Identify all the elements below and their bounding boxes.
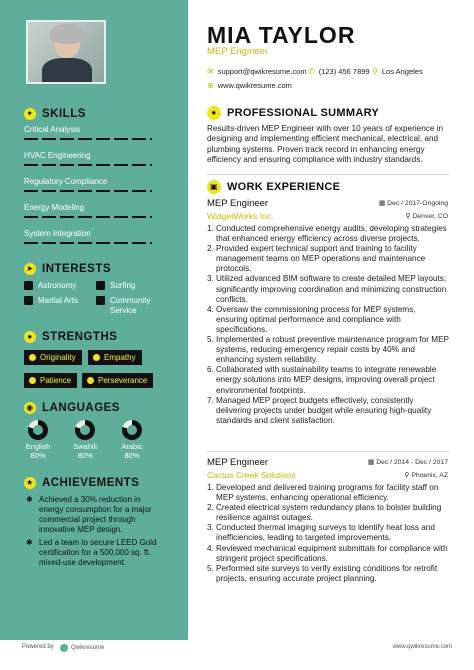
lightbulb-icon: ✱ [26, 538, 33, 547]
book-icon [24, 281, 33, 290]
job-bullets [207, 483, 449, 584]
briefcase-icon: ▣ [207, 180, 221, 194]
paper-plane-icon: ➤ [24, 263, 36, 275]
language-level-ring [75, 420, 95, 440]
list-item: 2. Provided expert technical support and training to facility management teams on MEP operations and maintenance protocols. [207, 244, 426, 274]
location-icon: ⚲ [404, 472, 412, 479]
star-icon: ★ [24, 477, 36, 489]
summary-heading: ● PROFESSIONAL SUMMARY [207, 106, 379, 120]
dot-icon [93, 354, 100, 361]
brand-logo-icon [60, 644, 68, 652]
contact-email[interactable]: ✉ support@qwikresume.com [207, 67, 307, 76]
strength-tag: Empathy [88, 350, 142, 365]
list-item: 2. Created electrical system redundancy plans to bolster building resilience against outages. [207, 503, 442, 523]
calendar-icon: ▦ [378, 200, 388, 207]
language-item: Swahili 80% [65, 420, 105, 460]
dot-icon [29, 354, 36, 361]
list-item: 1. Conducted comprehensive energy audits, developing strategies that enhanced energy efficiency across diverse projects. [207, 224, 447, 244]
job-title: MEP Engineer [207, 457, 269, 468]
achievements-heading: ★ ACHIEVEMENTS [24, 477, 139, 489]
job-location: ⚲ Denver, CO [405, 213, 448, 220]
strength-tag: Patience [24, 373, 77, 388]
person-icon: ● [24, 331, 36, 343]
skill-item: Regulatory Compliance [24, 177, 152, 192]
globe-icon: ◉ [24, 402, 36, 414]
job-bullets [207, 224, 449, 426]
powered-by-label: Powered by [22, 644, 54, 650]
skill-item: Critical Analysis [24, 125, 152, 140]
divider [207, 174, 449, 175]
dot-icon [87, 377, 94, 384]
profile-photo [26, 20, 106, 84]
list-item: 3. Utilized advanced BIM software to create detailed MEP layouts, significantly improving coordination and minimizing construction conflicts. [207, 274, 447, 304]
interest-item: Martial Arts [24, 296, 78, 306]
interest-item: Community Service [96, 296, 166, 316]
skill-item: System Integration [24, 229, 152, 244]
book-icon [96, 281, 105, 290]
list-item: 6. Collaborated with sustainability teams to integrate renewable energy solutions into MEP designs, improving overall project environmental footprints. [207, 365, 437, 395]
job-location: ⚲ Phoenix, AZ [404, 472, 448, 479]
candidate-name: MIA TAYLOR [207, 22, 356, 48]
list-item: 5. Performed site surveys to verify existing conditions for retrofit projects, ensuring accurate project planning. [207, 563, 438, 583]
job-company: Cactus Creek Solutions [207, 470, 296, 480]
lightbulb-icon: ✦ [24, 108, 36, 120]
job-dates: ▦ Dec / 2014 - Dec / 2017 [367, 459, 448, 466]
skills-heading: ✦ SKILLS [24, 108, 86, 120]
skill-item: Energy Modeling [24, 203, 152, 218]
brand-link[interactable]: Qwikresume [60, 644, 104, 652]
book-icon [24, 296, 33, 305]
language-level-ring [122, 420, 142, 440]
globe-icon: ⊕ [207, 81, 214, 90]
calendar-icon: ▦ [367, 459, 377, 466]
book-icon [96, 296, 105, 305]
contact-phone: ✆ (123) 456 7899 [308, 67, 370, 76]
achievement-item: ✱ Led a team to secure LEED Gold certification for a 500,000 sq. ft. mixed-use development. [26, 538, 157, 567]
email-icon: ✉ [207, 67, 214, 76]
contact-location: ⚲ Los Angeles [372, 67, 423, 76]
languages-heading: ◉ LANGUAGES [24, 402, 120, 414]
experience-heading: ▣ WORK EXPERIENCE [207, 180, 340, 194]
contact-website[interactable]: ⊕ www.qwikresume.com [207, 81, 292, 90]
candidate-role: MEP Engineer [207, 46, 269, 57]
job-company: WidgetWorks Inc. [207, 211, 274, 221]
list-item: 7. Managed MEP project budgets effectively, consistently delivering projects under budget while ensuring high-quality standards and client satisfaction. [207, 395, 432, 425]
footer [0, 640, 474, 670]
dot-icon [29, 377, 36, 384]
list-item: 5. Implemented a robust preventive maintenance program for MEP systems, reducing emergency repair costs by 40% and enhancing system reliability. [207, 335, 449, 365]
list-item: 1. Developed and delivered training programs for facility staff on MEP systems, enhancing operational efficiency. [207, 483, 439, 503]
footer-site-link[interactable]: www.qwikresume.com [392, 644, 452, 650]
language-level-ring [28, 420, 48, 440]
interests-heading: ➤ INTERESTS [24, 263, 111, 275]
interest-item: Surfing [96, 281, 135, 291]
location-icon: ⚲ [372, 67, 378, 76]
lightbulb-icon: ✱ [26, 495, 33, 504]
phone-icon: ✆ [308, 67, 315, 76]
achievement-item: ✱ Achieved a 30% reduction in energy consumption for a major commercial project through innovative MEP design. [26, 495, 152, 534]
location-icon: ⚲ [405, 213, 413, 220]
sidebar [0, 0, 188, 670]
job-title: MEP Engineer [207, 198, 269, 209]
skill-item: HVAC Engineering [24, 151, 152, 166]
strengths-heading: ● STRENGTHS [24, 331, 117, 343]
job-dates: ▦ Dec / 2017-Ongoing [378, 200, 448, 207]
person-icon: ● [207, 106, 221, 120]
list-item: 3. Conducted thermal imaging surveys to identify heat loss and inefficiencies, leading to targeted improvements. [207, 523, 435, 543]
strength-tag: Perseverance [82, 373, 153, 388]
list-item: 4. Reviewed mechanical equipment submittals for compliance with stringent project specifications. [207, 543, 448, 563]
language-item: English 80% [18, 420, 58, 460]
language-item: Arabic 80% [112, 420, 152, 460]
divider [207, 451, 449, 452]
strength-tag: Originality [24, 350, 82, 365]
list-item: 4. Oversaw the commissioning process for MEP systems, ensuring optimal performance and compliance with specifications. [207, 304, 416, 334]
summary-text: Results-driven MEP Engineer with over 10 years of experience in designing and implementing efficient mechanical, electrical, and plumbing systems. Proven track record in enhancing energy efficiency and ensuring compliance with industry standards. [207, 124, 444, 165]
interest-item: Astronomy [24, 281, 76, 291]
